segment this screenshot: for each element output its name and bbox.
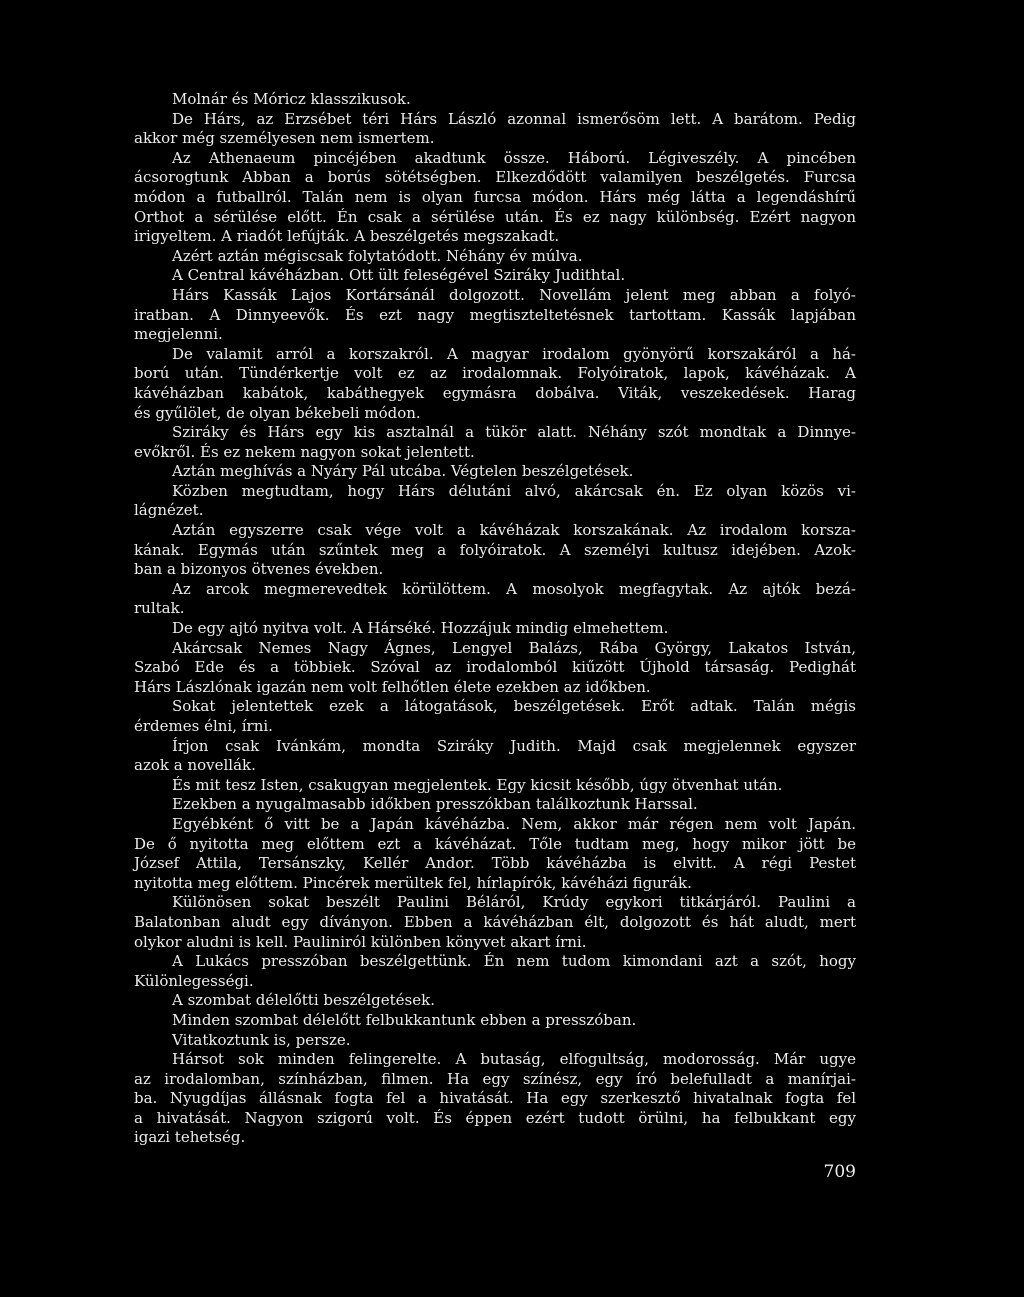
text-line: Aztán meghívás a Nyáry Pál utcába. Végtelen beszélgetések. [172,462,634,481]
text-line: olykor aludni is kell. Pauliniról különben könyvet akart írni. [134,932,587,951]
text-line: De Hárs, az Erzsébet téri Hárs László azonnal ismerősöm lett. A barátom. Pedig [172,109,856,128]
text-line: érdemes élni, írni. [134,717,273,735]
text-line: Sziráky és Hárs egy kis asztalnál a tükör alatt. Néhány szót mondtak a Dinnye- [172,423,856,442]
text-line: De valamit arról a korszakról. A magyar irodalom gyönyörű korszakáról a há- [172,344,856,363]
text-line: Az Athenaeum pincéjében akadtunk össze. Háború. Légiveszély. A pincében [172,148,856,167]
text-line: Vitatkoztunk is, persze. [172,1030,351,1049]
text-line: Ezekben a nyugalmasabb időkben presszókban találkoztunk Harssal. [172,795,698,814]
text-line: ban a bizonyos ötvenes években. [134,560,384,579]
text-line: Hárs Kassák Lajos Kortársánál dolgozott. Novellám jelent meg abban a folyó- [172,285,856,304]
text-line: De ő nyitotta meg előttem ezt a kávéházat. Tőle tudtam meg, hogy mikor jött be [134,834,856,853]
text-line: A Central kávéházban. Ott ült feleségével Sziráky Judithtal. [172,266,626,285]
body-text [134,90,856,1148]
text-line: Különlegességi. [134,971,254,990]
text-line: Minden szombat délelőtt felbukkantunk ebben a presszóban. [172,1010,637,1029]
text-line: rultak. [134,599,185,618]
text-line: Molnár és Móricz klasszikusok. [172,90,411,108]
text-line: Azért aztán mégiscsak folytatódott. Néhány év múlva. [172,246,583,265]
text-line: Sokat jelentettek ezek a látogatások, beszélgetések. Erőt adtak. Talán mégis [172,697,856,716]
text-line: megjelenni. [134,325,223,344]
text-line: És mit tesz Isten, csakugyan megjelentek. Egy kicsit később, úgy ötvenhat után. [172,775,783,794]
text-line: ború után. Tündérkertje volt ez az irodalomnak. Folyóiratok, lapok, kávéházak. A [134,364,856,383]
page-number: 709 [823,1162,856,1182]
text-line: irigyeltem. A riadót lefújták. A beszélgetés megszakadt. [134,227,560,246]
text-line: Balatonban aludt egy díványon. Ebben a kávéházban élt, dolgozott és hát aludt, mert [134,912,856,931]
text-line: Hársot sok minden felingerelte. A butaság, elfogultság, modorosság. Már ugye [172,1050,856,1069]
text-line: József Attila, Tersánszky, Kellér Andor. Több kávéházba is elvitt. A régi Pestet [134,854,856,873]
text-line: Orthot a sérülése előtt. Én csak a sérülése után. És ez nagy különbség. Ezért nagyon [134,207,856,226]
text-line: azok a novellák. [134,756,256,775]
text-line: Hárs Lászlónak igazán nem volt felhőtlen élete ezekben az időkben. [134,677,651,696]
text-line: Közben megtudtam, hogy Hárs délutáni alvó, akárcsak én. Ez olyan közös vi- [172,481,856,500]
text-line: a hivatását. Nagyon szigorú volt. És éppen ezért tudott örülni, ha felbukkant egy [134,1108,856,1127]
text-line: akkor még személyesen nem ismertem. [134,129,435,148]
text-line: lágnézet. [134,501,204,520]
text-line: De egy ajtó nyitva volt. A Hárséké. Hozzájuk mindig elmehettem. [172,619,669,638]
text-line: Az arcok megmerevedtek körülöttem. A mosolyok megfagytak. Az ajtók bezá- [172,579,856,598]
text-line: igazi tehetség. [134,1128,246,1147]
text-line: és gyűlölet, de olyan békebeli módon. [134,403,421,422]
text-line: Írjon csak Ivánkám, mondta Sziráky Judith. Majd csak megjelennek egyszer [172,736,856,755]
text-line: az irodalomban, színházban, filmen. Ha egy színész, egy író belefulladt a manírjai- [134,1069,856,1088]
text-line: Aztán egyszerre csak vége volt a kávéházak korszakának. Az irodalom korsza- [172,521,856,540]
text-line: kának. Egymás után szűntek meg a folyóiratok. A személyi kultusz idejében. Azok- [134,540,856,559]
text-line: A Lukács presszóban beszélgettünk. Én nem tudom kimondani azt a szót, hogy [172,952,856,971]
text-line: Szabó Ede és a többiek. Szóval az irodalomból kiűzött Újhold társaság. Pedighát [134,658,856,677]
text-line: ácsorogtunk Abban a borús sötétségben. Elkezdődött valamilyen beszélgetés. Furcsa [134,168,856,187]
text-line: Különösen sokat beszélt Paulini Béláról, Krúdy egykori titkárjáról. Paulini a [172,893,856,912]
text-line: Akárcsak Nemes Nagy Ágnes, Lengyel Balázs, Rába György, Lakatos István, [172,638,856,657]
text-line: A szombat délelőtti beszélgetések. [172,991,435,1010]
text-line: iratban. A Dinnyeevők. És ezt nagy megtiszteltetésnek tartottam. Kassák lapjában [134,305,856,324]
text-line: ba. Nyugdíjas állásnak fogta fel a hivatását. Ha egy szerkesztő hivatalnak fogta fel [134,1089,856,1108]
text-line: kávéházban kabátok, kabáthegyek egymásra dobálva. Viták, veszekedések. Harag [134,383,856,402]
text-line: nyitotta meg előttem. Pincérek merültek fel, hírlapírók, kávéházi figurák. [134,873,692,892]
text-line: Egyébként ő vitt be a Japán kávéházba. Nem, akkor már régen nem volt Japán. [172,814,856,833]
text-line: evőkről. És ez nekem nagyon sokat jelentett. [134,442,475,461]
text-line: módon a futballról. Talán nem is olyan furcsa módon. Hárs még látta a legendáshírű [134,187,856,206]
